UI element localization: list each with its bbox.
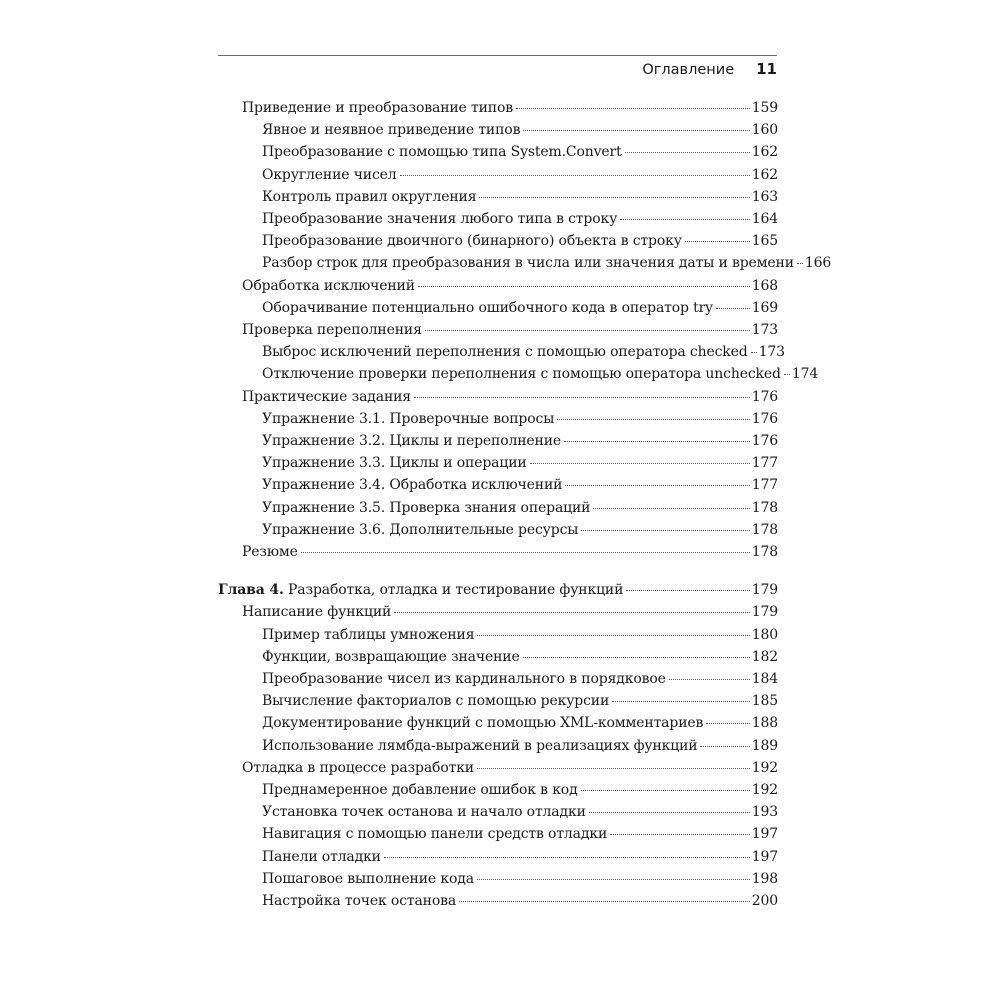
toc-subsection-entry bbox=[262, 233, 778, 255]
toc-section-entry bbox=[242, 389, 778, 411]
header-rule bbox=[218, 55, 777, 56]
toc-entry-title: Упражнение 3.6. Дополнительные ресурсы bbox=[262, 521, 579, 538]
dot-leader bbox=[477, 879, 750, 880]
dot-leader bbox=[384, 857, 750, 858]
toc-section-entry bbox=[242, 604, 778, 626]
toc-entry-title: Отключение проверки переполнения с помощью оператора unchecked bbox=[262, 366, 781, 383]
toc-entry-title: Разбор строк для преобразования в числа или значения даты и времени bbox=[262, 255, 794, 272]
toc-page-number: 185 bbox=[751, 693, 778, 710]
toc-entry-title: Упражнение 3.5. Проверка знания операций bbox=[262, 499, 591, 516]
toc-page-number: 162 bbox=[751, 166, 778, 183]
toc-section-entry bbox=[242, 760, 778, 782]
dot-leader bbox=[523, 130, 749, 131]
toc-page-number: 192 bbox=[751, 759, 778, 776]
toc-page-number: 178 bbox=[751, 499, 778, 516]
toc-subsection-entry bbox=[262, 167, 778, 189]
toc-page-number: 197 bbox=[751, 826, 778, 843]
toc-chapter-entry bbox=[218, 582, 778, 604]
toc-page-number: 192 bbox=[751, 782, 778, 798]
toc-entry-title: Преднамеренное добавление ошибок в код bbox=[262, 782, 578, 798]
toc-entry-title: Упражнение 3.2. Циклы и переполнение bbox=[262, 433, 562, 449]
toc-entry-title: Упражнение 3.1. Проверочные вопросы bbox=[262, 410, 555, 427]
dot-leader bbox=[706, 723, 749, 724]
toc-section-entry bbox=[242, 322, 778, 344]
toc-subsection-entry bbox=[262, 671, 778, 693]
toc-entry-title: Практические задания bbox=[242, 388, 411, 405]
toc-entry-title: Настройка точек останова bbox=[262, 893, 457, 909]
toc-entry-title: Преобразование чисел из кардинального в порядковое bbox=[262, 671, 666, 687]
toc-page-number: 179 bbox=[751, 604, 778, 621]
toc-subsection-entry bbox=[262, 411, 778, 433]
toc-entry-title: Функции, возвращающие значение bbox=[262, 648, 520, 665]
toc-entry-title: Контроль правил округления bbox=[262, 188, 477, 205]
toc-page-number: 173 bbox=[751, 322, 778, 338]
toc-subsection-entry bbox=[262, 627, 778, 649]
toc-entry-title: Проверка переполнения bbox=[242, 322, 422, 338]
dot-leader bbox=[477, 635, 749, 636]
dot-leader bbox=[685, 241, 750, 242]
toc-entry-title: Установка точек останова и начало отладки bbox=[262, 804, 586, 821]
dot-leader bbox=[589, 812, 750, 813]
toc-entry-title: Явное и неявное приведение типов bbox=[262, 122, 521, 139]
toc-subsection-entry bbox=[262, 804, 778, 826]
toc-section-entry bbox=[242, 278, 778, 300]
toc-page-number: 160 bbox=[751, 122, 778, 139]
toc-page-number: 180 bbox=[751, 626, 778, 643]
dot-leader bbox=[400, 175, 750, 176]
dot-leader bbox=[797, 263, 803, 264]
dot-leader bbox=[557, 419, 750, 420]
dot-leader bbox=[301, 552, 750, 553]
dot-leader bbox=[530, 463, 750, 464]
toc-subsection-entry bbox=[262, 344, 785, 366]
toc-entry-title: Упражнение 3.4. Обработка исключений bbox=[262, 477, 563, 494]
toc-page-number: 193 bbox=[751, 804, 778, 821]
toc-page-number: 200 bbox=[751, 893, 778, 909]
toc-subsection-entry bbox=[262, 144, 778, 166]
dot-leader bbox=[459, 901, 750, 902]
toc-entry-title bbox=[218, 582, 623, 598]
toc-entry-title: Использование лямбда-выражений в реализациях функций bbox=[262, 737, 698, 754]
toc-subsection-entry bbox=[262, 366, 819, 388]
dot-leader bbox=[626, 590, 749, 591]
dot-leader bbox=[610, 834, 750, 835]
dot-leader bbox=[784, 374, 790, 375]
dot-leader bbox=[479, 197, 749, 198]
toc-page-number: 166 bbox=[804, 255, 832, 272]
dot-leader bbox=[669, 679, 750, 680]
dot-leader bbox=[625, 152, 750, 153]
dot-leader bbox=[593, 508, 749, 509]
toc-entry-title: Упражнение 3.3. Циклы и операции bbox=[262, 455, 527, 472]
toc-entry-title: Написание функций bbox=[242, 604, 392, 621]
toc-entry-title: Округление чисел bbox=[262, 166, 397, 183]
dot-leader bbox=[418, 286, 750, 287]
toc-subsection-entry bbox=[262, 122, 778, 144]
toc-page-number: 189 bbox=[751, 737, 778, 754]
toc-section-entry bbox=[242, 544, 778, 566]
dot-leader bbox=[394, 612, 750, 613]
toc-entry-title: Резюме bbox=[242, 544, 298, 560]
toc-subsection-entry bbox=[262, 715, 778, 737]
toc-page-number: 184 bbox=[751, 671, 778, 687]
toc-entry-title: Отладка в процессе разработки bbox=[242, 759, 474, 776]
toc-subsection-entry bbox=[262, 255, 832, 277]
toc-subsection-entry bbox=[262, 522, 778, 544]
toc-page-number: 176 bbox=[751, 433, 778, 449]
toc-subsection-entry bbox=[262, 871, 778, 893]
toc-subsection-entry bbox=[262, 738, 778, 760]
dot-leader bbox=[581, 530, 749, 531]
toc-entry-title: Документирование функций с помощью XML-комментариев bbox=[262, 715, 704, 732]
toc-entry-title: Выброс исключений переполнения с помощью оператора checked bbox=[262, 344, 748, 361]
toc-page-number: 176 bbox=[751, 410, 778, 427]
dot-leader bbox=[751, 352, 757, 353]
toc-page-number: 162 bbox=[751, 144, 778, 161]
toc-page-number: 197 bbox=[751, 848, 778, 865]
toc-subsection-entry bbox=[262, 782, 778, 804]
toc-entry-title: Пример таблицы умножения bbox=[262, 626, 475, 643]
toc-entry-title: Обработка исключений bbox=[242, 277, 415, 294]
dot-leader bbox=[477, 768, 750, 769]
dot-leader bbox=[564, 441, 750, 442]
toc-subsection-entry bbox=[262, 849, 778, 871]
dot-leader bbox=[425, 330, 750, 331]
dot-leader bbox=[414, 397, 750, 398]
toc-subsection-entry bbox=[262, 211, 778, 233]
toc-chapter-number: Глава 4. bbox=[218, 582, 284, 599]
toc-page-number: 177 bbox=[751, 477, 778, 494]
toc-entry-title: Преобразование значения любого типа в строку bbox=[262, 211, 618, 227]
dot-leader bbox=[700, 746, 749, 747]
dot-leader bbox=[716, 308, 750, 309]
toc-subsection-entry bbox=[262, 189, 778, 211]
toc-page-number: 173 bbox=[758, 344, 785, 361]
toc-subsection-entry bbox=[262, 500, 778, 522]
toc-subsection-entry bbox=[262, 455, 778, 477]
toc-page-number: 165 bbox=[751, 233, 778, 250]
toc-entry-title: Преобразование с помощью типа System.Convert bbox=[262, 144, 622, 161]
running-head-page-number: 11 bbox=[756, 60, 777, 78]
toc-entry-title: Панели отладки bbox=[262, 848, 381, 865]
toc-chapter-title: Разработка, отладка и тестирование функций bbox=[288, 582, 624, 599]
toc-subsection-entry bbox=[262, 893, 778, 915]
toc-subsection-entry bbox=[262, 300, 778, 322]
dot-leader bbox=[516, 108, 750, 109]
toc-entry-title: Навигация с помощью панели средств отладки bbox=[262, 826, 608, 843]
toc-subsection-entry bbox=[262, 826, 778, 848]
dot-leader bbox=[581, 790, 750, 791]
toc-subsection-entry bbox=[262, 693, 778, 715]
toc-subsection-entry bbox=[262, 649, 778, 671]
toc-page-number: 168 bbox=[751, 277, 778, 294]
toc-page-number: 178 bbox=[751, 544, 778, 560]
toc-subsection-entry bbox=[262, 477, 778, 499]
toc-entry-title: Преобразование двоичного (бинарного) объекта в строку bbox=[262, 233, 682, 250]
toc-entry-title: Приведение и преобразование типов bbox=[242, 100, 513, 116]
toc-page-number: 159 bbox=[751, 100, 778, 116]
toc-page-number: 163 bbox=[751, 188, 778, 205]
toc-page-number: 176 bbox=[751, 388, 778, 405]
dot-leader bbox=[612, 701, 750, 702]
toc-entry-title: Вычисление факториалов с помощью рекурсии bbox=[262, 693, 610, 710]
toc-page-number: 164 bbox=[751, 211, 778, 227]
running-head bbox=[642, 60, 777, 82]
dot-leader bbox=[523, 657, 750, 658]
toc-subsection-entry bbox=[262, 433, 778, 455]
running-head-title: Оглавление bbox=[642, 62, 735, 78]
dot-leader bbox=[565, 485, 749, 486]
toc-page-number: 174 bbox=[791, 366, 819, 383]
toc-page-number: 169 bbox=[751, 299, 778, 316]
toc-page-number: 177 bbox=[751, 455, 778, 472]
toc-page-number: 179 bbox=[751, 582, 778, 599]
toc-entry-title: Оборачивание потенциально ошибочного кода в оператор try bbox=[262, 299, 713, 316]
toc-entry-title: Пошаговое выполнение кода bbox=[262, 870, 474, 887]
toc-page-number: 198 bbox=[751, 870, 778, 887]
toc-page-number: 182 bbox=[751, 648, 778, 665]
toc-page-number: 188 bbox=[751, 715, 778, 732]
toc-page-number: 178 bbox=[751, 521, 778, 538]
toc-section-entry bbox=[242, 100, 778, 122]
dot-leader bbox=[620, 219, 750, 220]
